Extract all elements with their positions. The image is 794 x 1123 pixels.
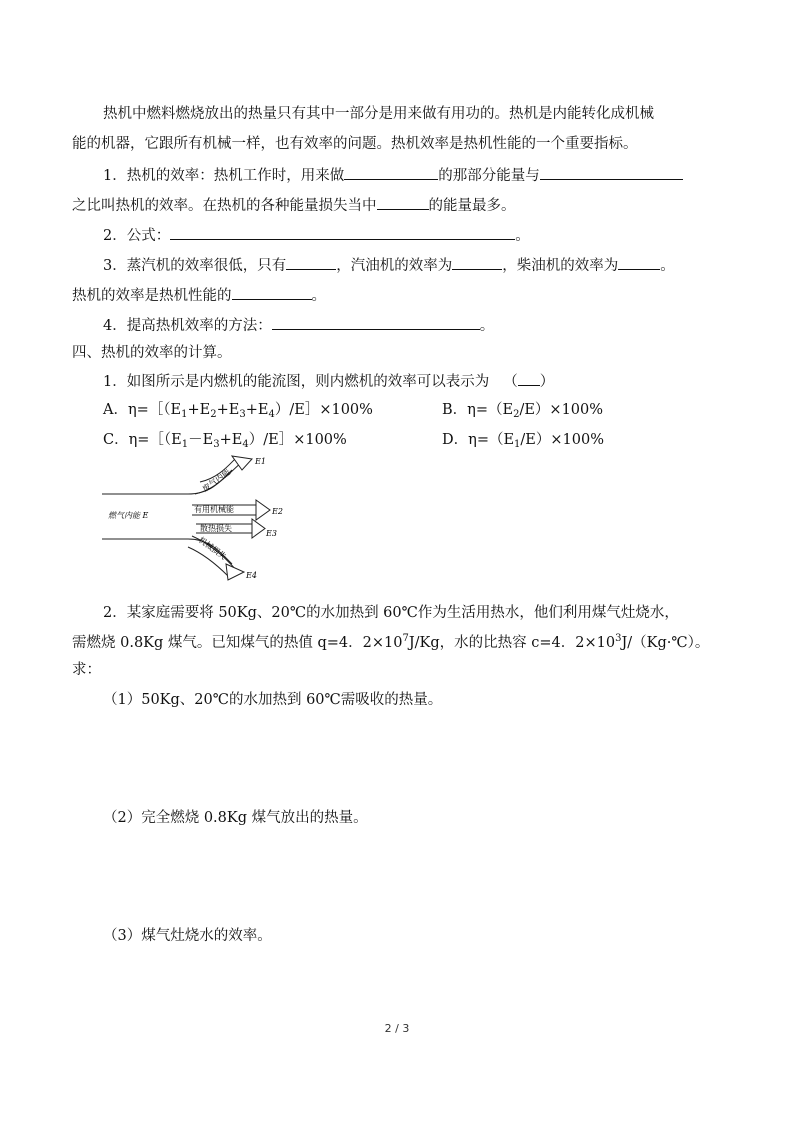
q1-blank-2[interactable] [540,164,683,180]
q3-text-f: 。 [311,288,326,304]
arrow-e1-label: 废气内能 [200,467,233,494]
q4-text-b: 。 [479,318,495,334]
end-label-e1: E1 [255,457,266,466]
question-2 [103,224,530,246]
q3-text-a: 3．蒸汽机的效率很低，只有 [103,258,287,274]
problem-2-line-3: 求： [72,662,101,678]
q3-text-e: 热机的效率是热机性能的 [72,288,232,304]
intro-line-2: 能的机器，它跟所有机械一样，也有效率的问题。热机效率是热机性能的一个重要指标。 [72,136,638,152]
problem-1-answer-blank[interactable] [518,371,540,386]
problem-2-text-a: 需燃烧 0.8Kg 煤气。已知煤气的热值 q=4．2×10 [72,635,403,651]
arrow-e3-head [252,519,265,538]
q3-text-c: ，柴油机的效率为 [502,258,619,274]
q3-blank-3[interactable] [618,254,660,270]
arrow-e4-label: 机械损失 [196,535,229,562]
question-3-line-1 [103,254,675,276]
q3-text-b: ，汽油机的效率为 [336,258,453,274]
problem-1-stem: 1．如图所示是内燃机的能流图，则内燃机的效率可以表示为 （ ） [103,371,554,392]
sub-question-2: （2）完全燃烧 0.8Kg 煤气放出的热量。 [103,810,368,826]
intro-line-1: 热机中燃料燃烧放出的热量只有其中一部分是用来做有用功的。热机是内能转化成机械 [103,106,654,122]
end-label-e2: E2 [272,507,283,516]
diagram-input-label: 燃气内能 E [108,511,149,520]
arrow-e3-label: 散热损失 [200,524,232,533]
exponent-2: 3 [615,633,622,644]
q1-blank-3[interactable] [377,194,429,210]
problem-2-line-1: 2．某家庭需要将 50Kg、20℃的水加热到 60℃作为生活用热水，他们利用煤气灶烧水， [103,605,679,621]
option-a[interactable]: A．$\eta=[(E_1+E_2+E_3+E_4)/E]\times 100\%$ [103,402,373,420]
end-label-e3: E3 [266,529,277,538]
sub-question-3: （3）煤气灶烧水的效率。 [103,928,272,944]
q4-blank[interactable] [272,314,480,330]
arrow-e2-label: 有用机械能 [194,505,234,514]
question-1-line-2 [72,194,516,216]
q3-blank-1[interactable] [286,254,336,270]
exponent-1: 7 [402,633,409,644]
arrow-e2-head [256,500,270,520]
q1-text-b: 的那部分能量与 [438,168,540,184]
page-number: 2 / 3 [384,1022,410,1035]
question-3-line-2 [72,284,326,306]
q2-text-b: 。 [515,228,530,244]
problem-2-line-2 [72,633,709,653]
q1-text-c: 之比叫热机的效率。在热机的各种能量损失当中 [72,198,377,214]
problem-2-text-c: J/（Kg·℃）。 [621,635,710,651]
option-b[interactable]: B．$\eta=(E_2/E)\times 100\%$ [442,402,604,420]
q3-blank-4[interactable] [232,284,312,300]
question-1-line-1 [103,164,683,186]
section-title: 四、热机的效率的计算。 [72,345,232,361]
q1-text-a: 1．热机的效率：热机工作时，用来做 [103,168,345,184]
sub-question-1: （1）50Kg、20℃的水加热到 60℃需吸收的热量。 [103,692,443,708]
option-d[interactable]: D．$\eta=(E_1/E)\times 100\%$ [442,432,604,450]
option-c[interactable]: C．$\eta=[(E_1-E_3+E_4)/E]\times 100\%$ [103,432,347,450]
question-4 [103,314,494,336]
q4-text-a: 4．提高热机效率的方法： [103,318,272,334]
q1-blank-1[interactable] [344,164,438,180]
q3-blank-2[interactable] [452,254,502,270]
problem-2-text-b: J/Kg，水的比热容 c=4．2×10 [408,635,616,651]
arrow-e4-head [226,564,244,580]
q1-text-d: 的能量最多。 [428,198,516,214]
end-label-e4: E4 [246,571,257,580]
energy-flow-diagram [100,452,300,582]
q3-text-d: 。 [660,258,675,274]
problem-1-stem-text: 1．如图所示是内燃机的能流图，则内燃机的效率可以表示为 [103,374,490,390]
q2-blank[interactable] [170,224,515,240]
q2-text-a: 2．公式： [103,228,171,244]
